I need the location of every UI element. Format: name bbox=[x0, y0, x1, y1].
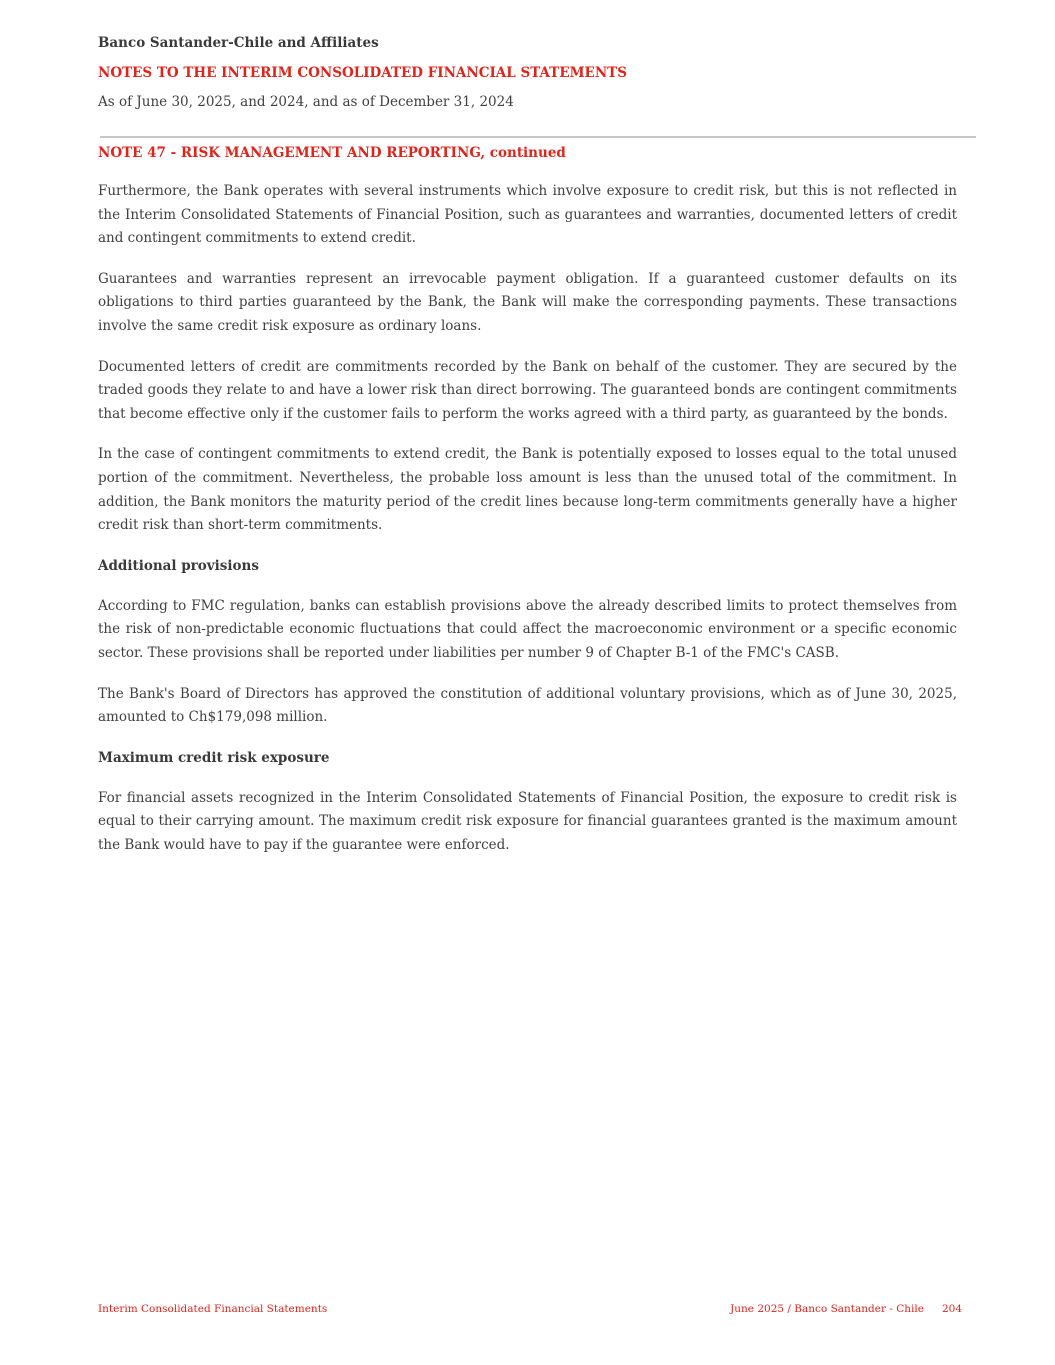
section-heading-additional-provisions: Additional provisions bbox=[98, 557, 259, 574]
header-divider bbox=[100, 136, 976, 138]
paragraph-max-credit-risk: For financial assets recognized in the Interim Consolidated Statements of Financial Position, the exposure to credit risk is equal to their carrying amount. The maximum credit risk exposure for financial guarantees granted is the maximum amount the Bank would have to pay if the guarantee were enforced. bbox=[98, 789, 957, 853]
main-content bbox=[98, 144, 957, 874]
page-number: 204 bbox=[941, 1303, 962, 1315]
section-heading-max-credit-risk: Maximum credit risk exposure bbox=[98, 749, 330, 766]
note-heading: NOTE 47 - RISK MANAGEMENT AND REPORTING, continued bbox=[98, 145, 566, 161]
paragraph-voluntary-provisions: The Bank's Board of Directors has approved the constitution of additional voluntary provisions, which as of June 30, 2025, amounted to Ch$179,098 million. bbox=[98, 685, 957, 726]
footer-right bbox=[730, 1303, 962, 1315]
paragraph-contingent-commitments: In the case of contingent commitments to extend credit, the Bank is potentially exposed to losses equal to the total unused portion of the commitment. Nevertheless, the probable loss amount is less than the unused total of the commitment. In addition, the Bank monitors the maturity period of the credit lines because long-term commitments generally have a higher credit risk than short-term commitments. bbox=[98, 446, 957, 534]
document-title: NOTES TO THE INTERIM CONSOLIDATED FINANCIAL STATEMENTS bbox=[98, 65, 627, 81]
paragraph-off-balance-instruments: Furthermore, the Bank operates with several instruments which involve exposure to credit risk, but this is not reflected in the Interim Consolidated Statements of Financial Position, such as guarantees and warranties, documented letters of credit and contingent commitments to extend credit. bbox=[98, 183, 957, 247]
paragraph-letters-of-credit: Documented letters of credit are commitments recorded by the Bank on behalf of the customer. They are secured by the traded goods they relate to and have a lower risk than direct borrowing. The guaranteed bonds are contingent commitments that become effective only if the customer fails to perform the works agreed with a third party, as guaranteed by the bonds. bbox=[98, 358, 957, 422]
footer-period-bank: June 2025 / Banco Santander - Chile bbox=[730, 1303, 924, 1315]
paragraph-guarantees: Guarantees and warranties represent an irrevocable payment obligation. If a guaranteed customer defaults on its obligations to third parties guaranteed by the Bank, the Bank will make the corresponding payments. These transactions involve the same credit risk exposure as ordinary loans. bbox=[98, 270, 957, 334]
paragraph-fmc-regulation: According to FMC regulation, banks can establish provisions above the already described limits to protect themselves from the risk of non-predictable economic fluctuations that could affect the macroeconomic environment or a specific economic sector. These provisions shall be reported under liabilities per number 9 of Chapter B-1 of the FMC's CASB. bbox=[98, 597, 957, 661]
footer-document-name: Interim Consolidated Financial Statements bbox=[98, 1303, 328, 1315]
reporting-period: As of June 30, 2025, and 2024, and as of December 31, 2024 bbox=[98, 94, 514, 110]
company-name: Banco Santander-Chile and Affiliates bbox=[98, 35, 379, 51]
